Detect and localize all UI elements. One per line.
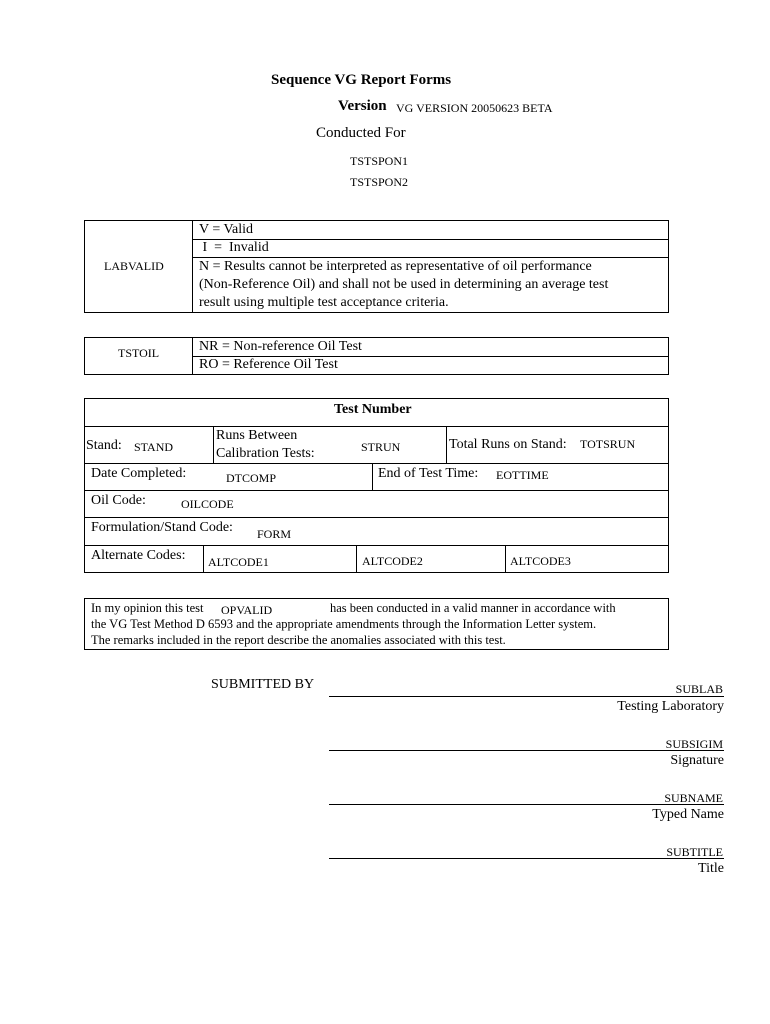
page-title: Sequence VG Report Forms	[271, 72, 452, 88]
oil-code-label: Oil Code:	[91, 493, 146, 508]
labvalid-invalid: I = Invalid	[199, 240, 269, 255]
test-col-rule-5	[356, 545, 357, 573]
subsigim-value: SUBSIGIM	[665, 737, 723, 751]
test-col-rule-2	[446, 426, 447, 463]
subtitle-value: SUBTITLE	[666, 845, 723, 859]
labvalid-n-line3: result using multiple test acceptance criteria.	[199, 295, 449, 310]
sponsor-1: TSTSPON1	[350, 154, 409, 168]
test-row-rule-4	[84, 517, 669, 518]
stand-label: Stand:	[86, 438, 122, 453]
total-runs-label: Total Runs on Stand:	[449, 437, 567, 452]
labvalid-label: LABVALID	[104, 259, 164, 273]
labvalid-n-line2: (Non-Reference Oil) and shall not be used in determining an average test	[199, 277, 609, 292]
form-value: FORM	[257, 527, 292, 541]
version-label: Version	[338, 98, 387, 114]
labvalid-n-line1: N = Results cannot be interpreted as representative of oil performance	[199, 259, 592, 274]
opvalid-value: OPVALID	[221, 603, 273, 617]
test-col-rule-6	[505, 545, 506, 573]
labvalid-row-rule-2	[192, 257, 669, 258]
test-table	[84, 398, 669, 573]
dtcomp-value: DTCOMP	[226, 471, 277, 485]
labvalid-valid: V = Valid	[199, 222, 254, 237]
submitted-by-label: SUBMITTED BY	[211, 677, 315, 692]
test-row-rule-1	[84, 426, 669, 427]
signature-line	[329, 750, 724, 751]
eottime-value: EOTTIME	[496, 468, 549, 482]
opinion-line1-start: In my opinion this test	[91, 601, 204, 615]
end-of-test-label: End of Test Time:	[378, 466, 479, 481]
altcode3-value: ALTCODE3	[510, 554, 571, 568]
test-row-rule-5	[84, 545, 669, 546]
labvalid-divider	[192, 220, 193, 313]
alternate-codes-label: Alternate Codes:	[91, 548, 186, 563]
strun-value: STRUN	[361, 440, 401, 454]
tstoil-nr: NR = Non-reference Oil Test	[199, 339, 362, 354]
sponsor-2: TSTSPON2	[350, 175, 409, 189]
subname-value: SUBNAME	[664, 791, 723, 805]
test-col-rule-1	[213, 426, 214, 463]
sublab-line	[329, 696, 724, 697]
test-row-rule-2	[84, 463, 669, 464]
tstoil-ro: RO = Reference Oil Test	[199, 357, 338, 372]
formulation-label: Formulation/Stand Code:	[91, 520, 233, 535]
opinion-line3: The remarks included in the report describe the anomalies associated with this test.	[91, 633, 506, 647]
test-col-rule-4	[203, 545, 204, 573]
testing-laboratory-caption: Testing Laboratory	[617, 699, 724, 714]
altcode2-value: ALTCODE2	[362, 554, 423, 568]
opinion-line1-end: has been conducted in a valid manner in accordance with	[330, 601, 616, 615]
typed-name-caption: Typed Name	[652, 807, 724, 822]
stand-value: STAND	[134, 440, 174, 454]
test-col-rule-3	[372, 463, 373, 490]
signature-caption: Signature	[670, 753, 724, 768]
tstoil-label: TSTOIL	[118, 346, 160, 360]
version-value: VG VERSION 20050623 BETA	[396, 101, 553, 115]
runs-between-line1: Runs Between	[216, 428, 298, 443]
date-completed-label: Date Completed:	[91, 466, 187, 481]
title-line	[329, 858, 724, 859]
sublab-value: SUBLAB	[675, 682, 723, 696]
test-row-rule-3	[84, 490, 669, 491]
oilcode-value: OILCODE	[181, 497, 234, 511]
altcode1-value: ALTCODE1	[208, 555, 269, 569]
opinion-line2: the VG Test Method D 6593 and the appropriate amendments through the Information Letter system.	[91, 617, 597, 631]
conducted-for-label: Conducted For	[316, 125, 406, 141]
totsrun-value: TOTSRUN	[580, 437, 636, 451]
test-number-heading: Test Number	[334, 402, 412, 417]
runs-between-line2: Calibration Tests:	[216, 446, 315, 461]
typed-name-line	[329, 804, 724, 805]
title-caption: Title	[698, 861, 724, 876]
